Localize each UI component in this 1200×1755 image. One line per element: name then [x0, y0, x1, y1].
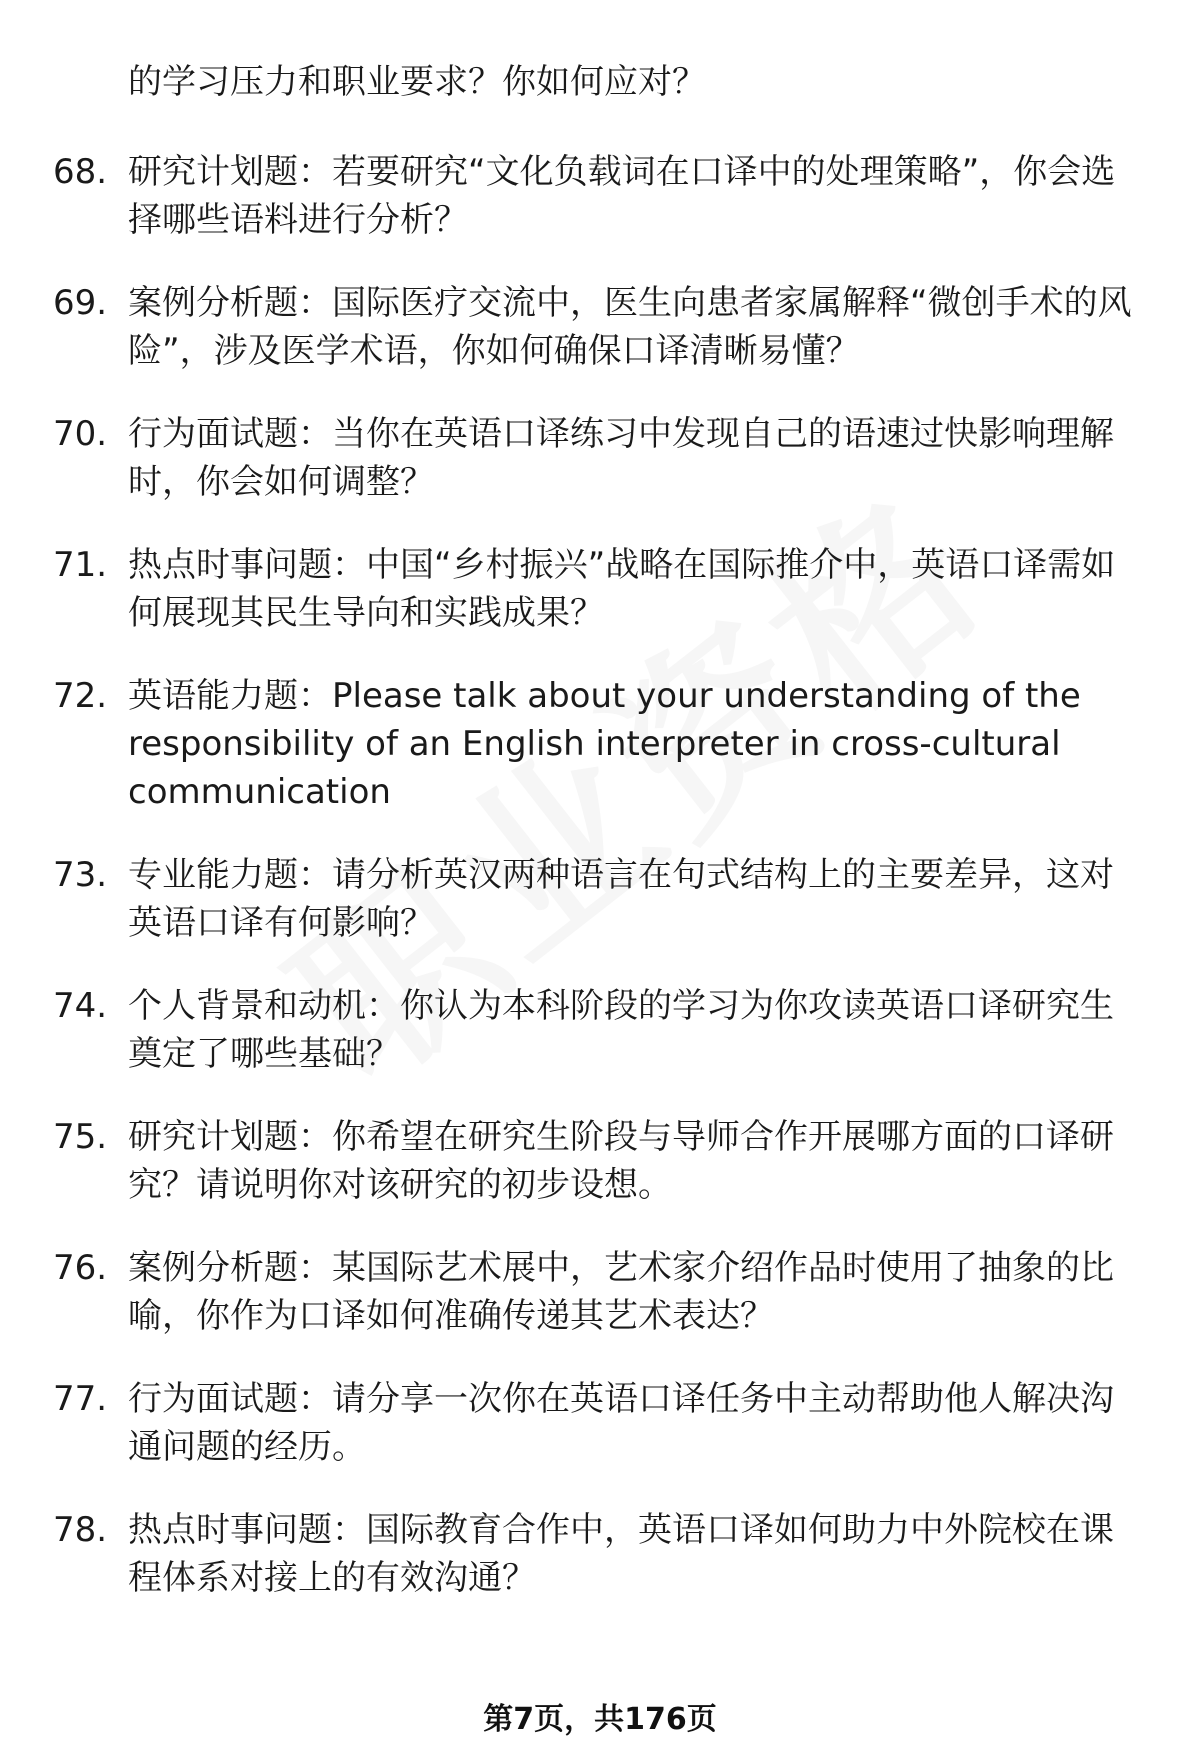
- continuation-text: 的学习压力和职业要求？你如何应对？: [128, 62, 706, 102]
- question-item: [0, 148, 1200, 244]
- question-text: 英语能力题：Please talk about your understanding of the responsibility of an English interpreter in cross-cultural communication: [128, 676, 1081, 812]
- question-text: 研究计划题：若要研究“文化负载词在口译中的处理策略”，你会选择哪些语料进行分析？: [128, 152, 1116, 240]
- question-item: [0, 541, 1200, 637]
- question-item: [0, 410, 1200, 506]
- question-text: 案例分析题：某国际艺术展中，艺术家介绍作品时使用了抽象的比喻，你作为口译如何准确传递其艺术表达？: [128, 1248, 1114, 1336]
- question-number: 76.: [53, 1248, 108, 1288]
- question-item: [0, 982, 1200, 1078]
- question-number: 70.: [53, 414, 108, 454]
- question-text: 个人背景和动机：你认为本科阶段的学习为你攻读英语口译研究生奠定了哪些基础？: [128, 986, 1114, 1074]
- question-number: 77.: [53, 1379, 108, 1419]
- question-text: 行为面试题：请分享一次你在英语口译任务中主动帮助他人解决沟通问题的经历。: [128, 1379, 1114, 1467]
- question-number: 75.: [53, 1117, 108, 1157]
- question-number: 71.: [53, 545, 108, 585]
- question-text: 热点时事问题：中国“乡村振兴”战略在国际推介中，英语口译需如何展现其民生导向和实践成果？: [128, 545, 1116, 633]
- question-number: 78.: [53, 1510, 108, 1550]
- question-number: 68.: [53, 152, 108, 192]
- question-number: 74.: [53, 986, 108, 1026]
- question-item: [0, 851, 1200, 947]
- question-item: [0, 1244, 1200, 1340]
- question-text: 专业能力题：请分析英汉两种语言在句式结构上的主要差异，这对英语口译有何影响？: [128, 855, 1114, 943]
- question-text: 案例分析题：国际医疗交流中，医生向患者家属解释“微创手术的风险”，涉及医学术语，你如何确保口译清晰易懂？: [128, 283, 1132, 371]
- page-footer: 第7页，共176页: [483, 1702, 717, 1737]
- question-number: 73.: [53, 855, 108, 895]
- question-text: 研究计划题：你希望在研究生阶段与导师合作开展哪方面的口译研究？请说明你对该研究的初步设想。: [128, 1117, 1114, 1205]
- question-number: 69.: [53, 283, 108, 323]
- question-item: [0, 672, 1200, 816]
- question-text: 行为面试题：当你在英语口译练习中发现自己的语速过快影响理解时，你会如何调整？: [128, 414, 1114, 502]
- question-list: [0, 148, 1200, 1637]
- question-number: 72.: [53, 676, 108, 716]
- question-item: [0, 1506, 1200, 1602]
- question-item: [0, 1113, 1200, 1209]
- question-item: [0, 1375, 1200, 1471]
- question-text: 热点时事问题：国际教育合作中，英语口译如何助力中外院校在课程体系对接上的有效沟通？: [128, 1510, 1114, 1598]
- question-item: [0, 279, 1200, 375]
